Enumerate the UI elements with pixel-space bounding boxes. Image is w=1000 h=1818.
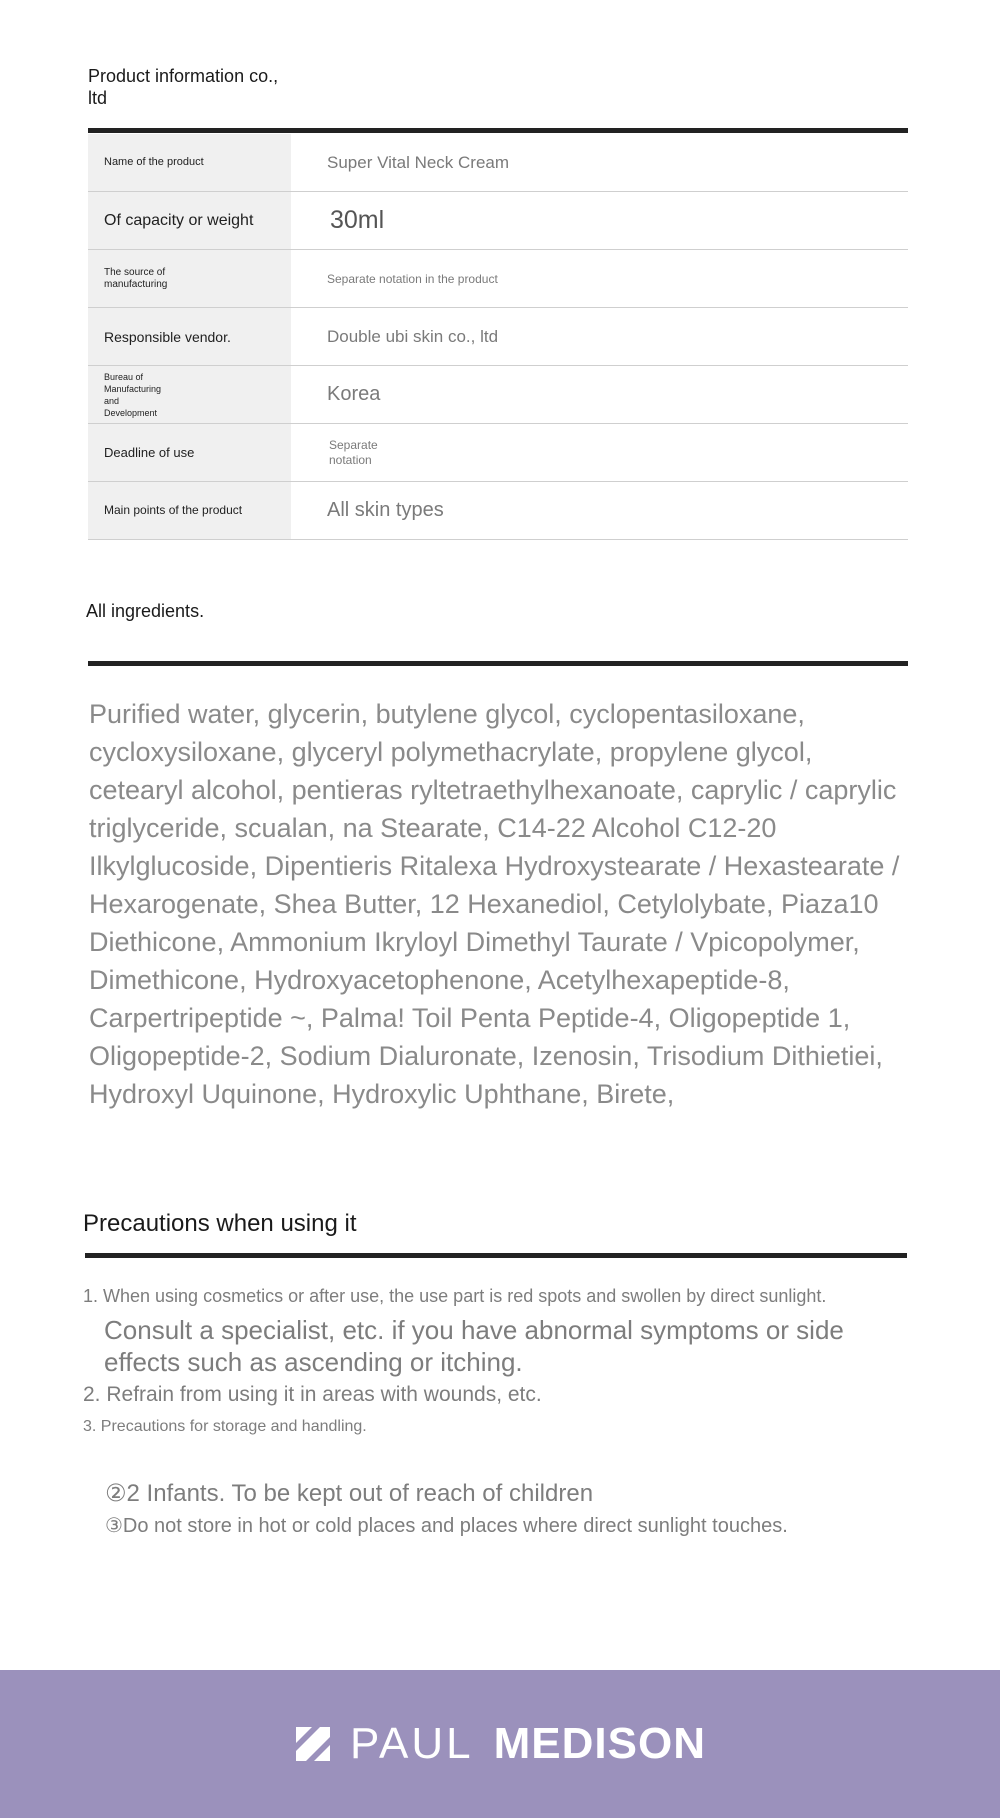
row-key: Deadline of use bbox=[104, 445, 195, 460]
row-value: All skin types bbox=[327, 499, 444, 521]
row-value: 30ml bbox=[330, 206, 385, 234]
footer-banner bbox=[0, 1670, 1000, 1818]
product-info-title: Product information co., ltd bbox=[88, 66, 279, 108]
row-key: Responsible vendor. bbox=[104, 328, 231, 345]
brand-logo bbox=[294, 1719, 706, 1769]
table-row bbox=[88, 424, 908, 482]
table-row bbox=[88, 192, 908, 250]
row-key: Bureau of Manufacturing and Development bbox=[104, 371, 162, 418]
brand-name-bold: MEDISON bbox=[493, 1719, 707, 1768]
brand-name-light: PAUL bbox=[349, 1719, 474, 1768]
ingredients-title: All ingredients. bbox=[86, 601, 205, 621]
row-value: Separate notation bbox=[329, 437, 378, 467]
precaution-item-1-continued: Consult a specialist, etc. if you have abnormal symptoms or side effects such as ascending or itching. bbox=[104, 1315, 844, 1377]
precaution-item-3: 3. Precautions for storage and handling. bbox=[83, 1418, 367, 1435]
row-value: Separate notation in the product bbox=[327, 271, 498, 286]
row-key: Of capacity or weight bbox=[104, 211, 254, 229]
precautions-rule bbox=[85, 1253, 907, 1258]
row-key: Name of the product bbox=[104, 156, 204, 168]
precaution-item-2: 2. Refrain from using it in areas with wounds, etc. bbox=[83, 1383, 542, 1406]
paul-medison-logo-icon bbox=[294, 1725, 332, 1763]
product-info-table bbox=[88, 134, 908, 540]
precaution-item-3-a: ②2 Infants. To be kept out of reach of children bbox=[105, 1480, 594, 1507]
row-key: The source of manufacturing bbox=[104, 266, 168, 290]
row-value: Korea bbox=[327, 383, 381, 405]
ingredients-rule bbox=[88, 661, 908, 666]
row-value: Double ubi skin co., ltd bbox=[327, 326, 499, 346]
table-row bbox=[88, 250, 908, 308]
table-row bbox=[88, 134, 908, 192]
precautions-title: Precautions when using it bbox=[83, 1210, 357, 1237]
precaution-item-3-b: ③Do not store in hot or cold places and places where direct sunlight touches. bbox=[105, 1515, 788, 1537]
table-row bbox=[88, 308, 908, 366]
table-row bbox=[88, 482, 908, 540]
row-key: Main points of the product bbox=[104, 503, 243, 517]
row-value: Super Vital Neck Cream bbox=[327, 152, 510, 172]
precaution-item-1: 1. When using cosmetics or after use, the use part is red spots and swollen by direct sunlight. bbox=[83, 1286, 827, 1306]
product-info-rule bbox=[88, 128, 908, 133]
ingredients-text: Purified water, glycerin, butylene glycol, cyclopentasiloxane, cycloxysiloxane, glyceryl polymethacrylate, propylene glycol, cetearyl alcohol, pentieras ryltetraethylhexanoate, caprylic / caprylic triglyceride, scualan, na Stearate, C14-22 Alcohol C12-20 Ilkylglucoside, Dipentieris Ritalexa Hydroxystearate / Hexastearate / Hexarogenate, Shea Butter, 12 Hexanediol, Cetylolybate, Piaza10 Diethicone, Ammonium Ikryloyl Dimethyl Taurate / Vpicopolymer, Dimethicone, Hydroxyacetophenone, Acetylhexapeptide-8, Carpertripeptide ~, Palma! Toil Penta Peptide-4, Oligopeptide 1, Oligopeptide-2, Sodium Dialuronate, Izenosin, Trisodium Dithietiei, Hydroxyl Uquinone, Hydroxylic Uphthane, Birete, bbox=[89, 699, 900, 1109]
table-row bbox=[88, 366, 908, 424]
